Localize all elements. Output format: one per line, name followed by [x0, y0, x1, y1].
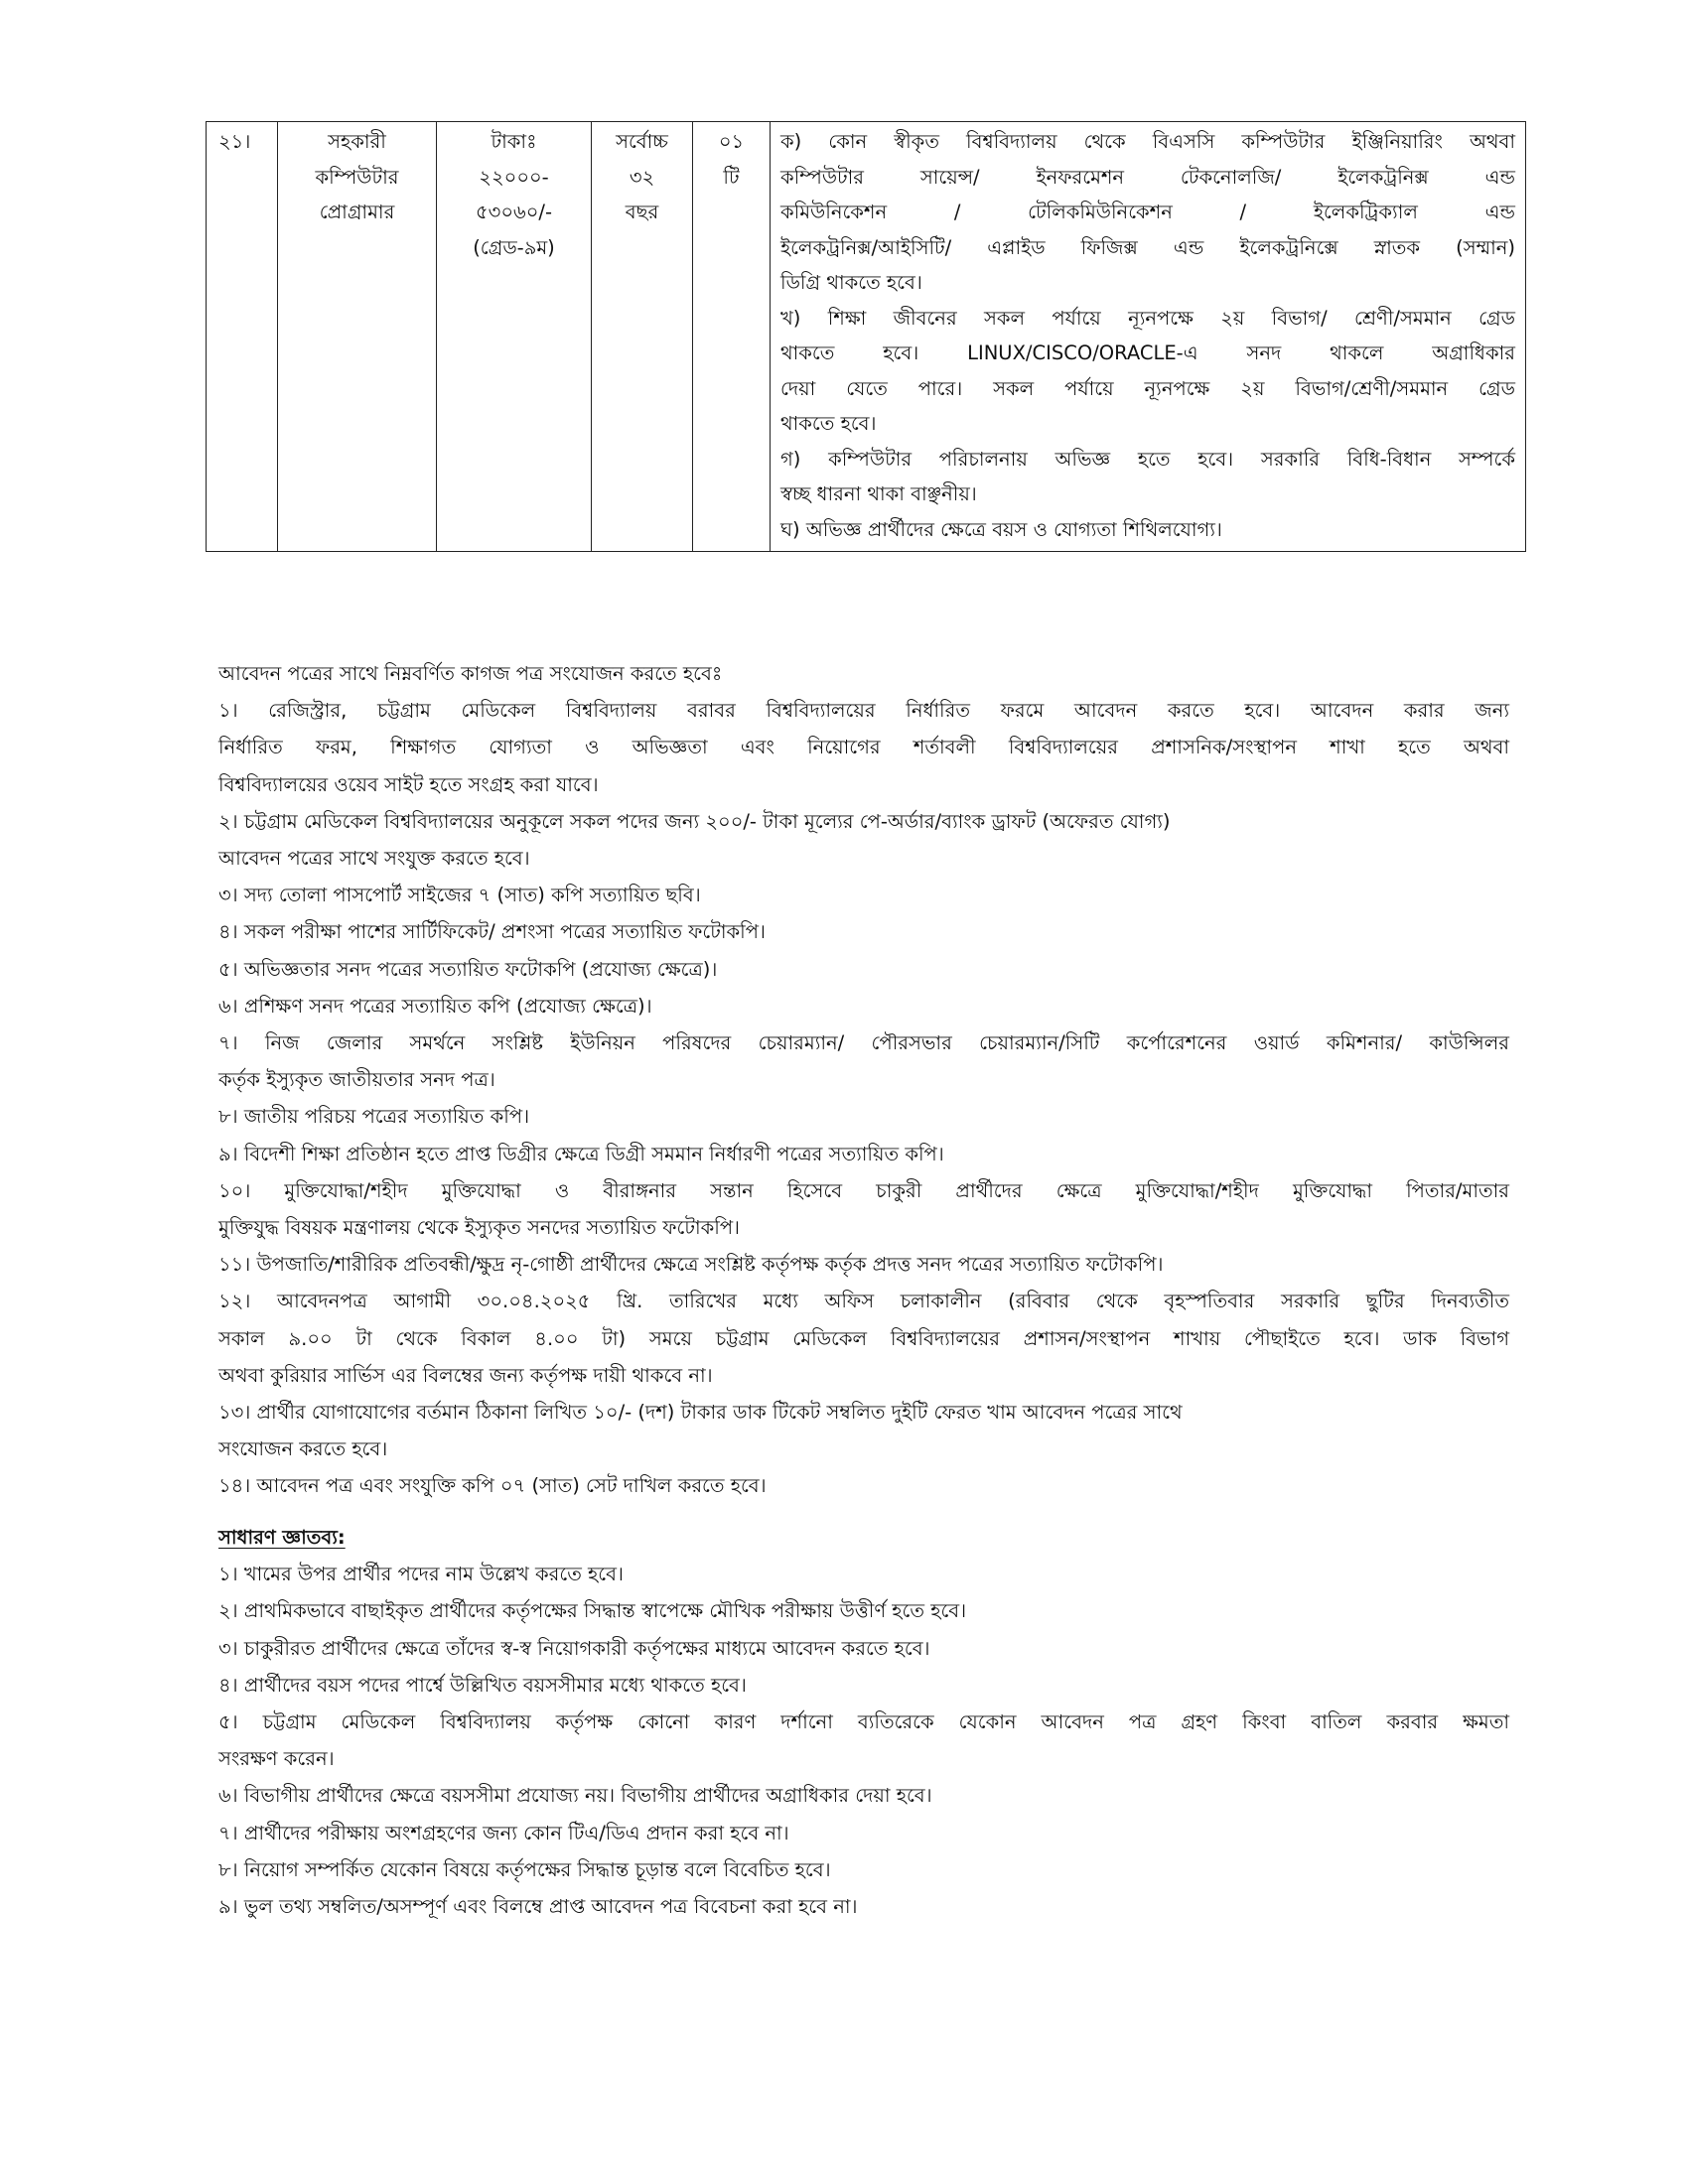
- qualification-line: কম্পিউটার সায়েন্স/ ইনফরমেশন টেকনোলজি/ ইলেকট্রনিক্স এন্ড: [780, 165, 1515, 189]
- general-line: ৯। ভুল তথ্য সম্বলিত/অসম্পূর্ণ এবং বিলম্বে প্রাপ্ত আবেদন পত্র বিবেচনা করা হবে না।: [218, 1895, 858, 1919]
- pay-scale-line: টাকাঃ: [491, 130, 537, 153]
- general-line: সংরক্ষণ করেন।: [218, 1747, 335, 1771]
- serial-number: ২১।: [218, 130, 251, 153]
- requirement-line: ১৪। আবেদন পত্র এবং সংযুক্তি কপি ০৭ (সাত) সেট দাখিল করতে হবে।: [218, 1474, 767, 1498]
- requirement-line: কর্তৃক ইস্যুকৃত জাতীয়তার সনদ পত্র।: [218, 1068, 495, 1092]
- requirement-line: মুক্তিযুদ্ধ বিষয়ক মন্ত্রণালয় থেকে ইস্যুকৃত সনদের সত্যায়িত ফটোকপি।: [218, 1216, 741, 1240]
- requirement-line: ৫। অভিজ্ঞতার সনদ পত্রের সত্যায়িত ফটোকপি (প্রযোজ্য ক্ষেত্রে)।: [218, 957, 718, 981]
- general-information: [218, 1519, 1509, 1925]
- table-row: [207, 122, 1526, 552]
- pay-scale-cell: [437, 122, 592, 552]
- serial-cell: [207, 122, 278, 552]
- post-count-line: ০১: [718, 130, 745, 153]
- pay-scale-line: ২২০০০-: [479, 165, 549, 189]
- post-count-line: টি: [723, 165, 740, 189]
- qualification-line: থাকতে হবে।: [780, 412, 877, 435]
- general-heading-line: [218, 1519, 1509, 1556]
- qualification-line: থাকতে হবে। LINUX/CISCO/ORACLE-এ সনদ থাকলে অগ্রাধিকার: [780, 341, 1515, 364]
- requirement-line: ৪। সকল পরীক্ষা পাশের সার্টিফিকেট/ প্রশংসা পত্রের সত্যায়িত ফটোকপি।: [218, 920, 766, 944]
- qualification-line: ক) কোন স্বীকৃত বিশ্ববিদ্যালয় থেকে বিএসসি কম্পিউটার ইঞ্জিনিয়ারিং অথবা: [780, 130, 1515, 153]
- qualification-line: ইলেকট্রনিক্স/আইসিটি/ এপ্লাইড ফিজিক্স এন্ড ইলেকট্রনিক্সে স্নাতক (সম্মান): [780, 235, 1515, 259]
- requirement-line: আবেদন পত্রের সাথে সংযুক্ত করতে হবে।: [218, 847, 530, 871]
- qualification-line: কমিউনিকেশন / টেলিকমিউনিকেশন / ইলেকট্রিক্যাল এন্ড: [780, 201, 1515, 223]
- qualification-line: ঘ) অভিজ্ঞ প্রার্থীদের ক্ষেত্রে বয়স ও যোগ্যতা শিথিলযোগ্য।: [780, 517, 1222, 541]
- pay-scale-line: ৫৩০৬০/-: [476, 201, 552, 223]
- requirement-line: অথবা কুরিয়ার সার্ভিস এর বিলম্বের জন্য কর্তৃপক্ষ দায়ী থাকবে না।: [218, 1363, 713, 1387]
- age-limit-line: ৩২: [629, 165, 655, 189]
- qualification-line: খ) শিক্ষা জীবনের সকল পর্যায়ে ন্যূনপক্ষে ২য় বিভাগ/ শ্রেণী/সমমান গ্রেড: [780, 306, 1515, 330]
- post-count-cell: [693, 122, 771, 552]
- general-line: ৬। বিভাগীয় প্রার্থীদের ক্ষেত্রে বয়সসীমা প্রযোজ্য নয়। বিভাগীয় প্রার্থীদের অগ্রাধিকার দেয়া হবে।: [218, 1784, 932, 1808]
- post-name-line: কম্পিউটার: [315, 165, 399, 189]
- general-line: ১। খামের উপর প্রার্থীর পদের নাম উল্লেখ করতে হবে।: [218, 1563, 624, 1586]
- age-limit-line: সর্বোচ্চ: [616, 130, 668, 153]
- requirement-line: সকাল ৯.০০ টা থেকে বিকাল ৪.০০ টা) সময়ে চট্টগ্রাম মেডিকেল বিশ্ববিদ্যালয়ের প্রশাসন/সংস্থাপন শাখায় পৌছাইতে হবে। ডাক বিভাগ: [218, 1326, 1509, 1350]
- qualification-cell: [771, 122, 1526, 552]
- requirement-line: ৮। জাতীয় পরিচয় পত্রের সত্যায়িত কপি।: [218, 1105, 530, 1129]
- qualification-line: গ) কম্পিউটার পরিচালনায় অভিজ্ঞ হতে হবে। সরকারি বিধি-বিধান সম্পর্কে: [780, 447, 1515, 471]
- general-heading: সাধারণ জ্ঞাতব্য:: [218, 1526, 346, 1549]
- requirement-line: ৩। সদ্য তোলা পাসপোর্ট সাইজের ৭ (সাত) কপি সত্যায়িত ছবি।: [218, 884, 701, 907]
- requirement-line: ১। রেজিস্ট্রার, চট্টগ্রাম মেডিকেল বিশ্ববিদ্যালয় বরাবর বিশ্ববিদ্যালয়ের নির্ধারিত ফরমে আবেদন করতে হবে। আবেদন করার জন্য: [218, 699, 1509, 723]
- application-requirements: [218, 655, 1509, 1505]
- post-name-line: সহকারী: [328, 130, 386, 153]
- post-table: [206, 121, 1526, 552]
- requirement-line: বিশ্ববিদ্যালয়ের ওয়েব সাইট হতে সংগ্রহ করা যাবে।: [218, 772, 599, 796]
- qualification-line: ডিগ্রি থাকতে হবে।: [780, 271, 922, 294]
- general-line: ৫। চট্টগ্রাম মেডিকেল বিশ্ববিদ্যালয় কর্তৃপক্ষ কোনো কারণ দর্শানো ব্যতিরেকে যেকোন আবেদন পত্র গ্রহণ কিংবা বাতিল করবার ক্ষমতা: [218, 1710, 1509, 1734]
- qualification-line: দেয়া যেতে পারে। সকল পর্যায়ে ন্যূনপক্ষে ২য় বিভাগ/শ্রেণী/সমমান গ্রেড: [780, 376, 1515, 400]
- age-limit-line: বছর: [625, 201, 659, 223]
- requirement-line: ৭। নিজ জেলার সমর্থনে সংশ্লিষ্ট ইউনিয়ন পরিষদের চেয়ারম্যান/ পৌরসভার চেয়ারম্যান/সিটি কর্পোরেশনের ওয়ার্ড কমিশনার/ কাউন্সিলর: [218, 1031, 1509, 1055]
- requirement-line: ১২। আবেদনপত্র আগামী ৩০.০৪.২০২৫ খ্রি. তারিখের মধ্যে অফিস চলাকালীন (রবিবার থেকে বৃহস্পতিবার সরকারি ছুটির দিনব্যতীত: [218, 1290, 1509, 1313]
- requirements-heading: আবেদন পত্রের সাথে নিম্নবর্ণিত কাগজ পত্র সংযোজন করতে হবেঃ: [218, 662, 723, 685]
- requirement-line: নির্ধারিত ফরম, শিক্ষাগত যোগ্যতা ও অভিজ্ঞতা এবং নিয়োগের শর্তাবলী বিশ্ববিদ্যালয়ের প্রশাসনিক/সংস্থাপন শাখা হতে অথবা: [218, 736, 1509, 759]
- requirement-line: ২। চট্টগ্রাম মেডিকেল বিশ্ববিদ্যালয়ের অনুকূলে সকল পদের জন্য ২০০/- টাকা মূল্যের পে-অর্ডার/ব্যাংক ড্রাফট (অফেরত যোগ্য): [218, 809, 1171, 833]
- general-line: ৮। নিয়োগ সম্পর্কিত যেকোন বিষয়ে কর্তৃপক্ষের সিদ্ধান্ত চূড়ান্ত বলে বিবেচিত হবে।: [218, 1857, 831, 1881]
- general-line: ৩। চাকুরীরত প্রার্থীদের ক্ষেত্রে তাঁদের স্ব-স্ব নিয়োগকারী কর্তৃপক্ষের মাধ্যমে আবেদন করতে হবে।: [218, 1636, 930, 1660]
- qualification-line: স্বচ্ছ ধারনা থাকা বাঞ্ছনীয়।: [780, 482, 977, 505]
- post-name-cell: [278, 122, 437, 552]
- age-limit-cell: [592, 122, 693, 552]
- pay-scale-line: (গ্রেড-৯ম): [473, 235, 555, 259]
- requirement-line: ৬। প্রশিক্ষণ সনদ পত্রের সত্যায়িত কপি (প্রযোজ্য ক্ষেত্রে)।: [218, 994, 652, 1018]
- requirement-line: ১০। মুক্তিযোদ্ধা/শহীদ মুক্তিযোদ্ধা ও বীরাঙ্গনার সন্তান হিসেবে চাকুরী প্রার্থীদের ক্ষেত্রে মুক্তিযোদ্ধা/শহীদ মুক্তিযোদ্ধা পিতার/মাতার: [218, 1178, 1509, 1202]
- requirement-line: ১৩। প্রার্থীর যোগাযোগের বর্তমান ঠিকানা লিখিত ১০/- (দশ) টাকার ডাক টিকেট সম্বলিত দুইটি ফেরত খাম আবেদন পত্রের সাথে: [218, 1401, 1183, 1425]
- general-line: ৪। প্রার্থীদের বয়স পদের পার্শ্বে উল্লিখিত বয়সসীমার মধ্যে থাকতে হবে।: [218, 1673, 747, 1697]
- post-name-line: প্রোগ্রামার: [319, 201, 395, 223]
- requirement-line: ১১। উপজাতি/শারীরিক প্রতিবন্ধী/ক্ষুদ্র নৃ-গোষ্ঠী প্রার্থীদের ক্ষেত্রে সংশ্লিষ্ট কর্তৃপক্ষ কর্তৃক প্রদত্ত সনদ পত্রের সত্যায়িত ফটোকপি।: [218, 1253, 1164, 1277]
- requirement-line: ৯। বিদেশী শিক্ষা প্রতিষ্ঠান হতে প্রাপ্ত ডিগ্রীর ক্ষেত্রে ডিগ্রী সমমান নির্ধারণী পত্রের সত্যায়িত কপি।: [218, 1142, 944, 1165]
- general-line: ৭। প্রার্থীদের পরীক্ষায় অংশগ্রহণের জন্য কোন টিএ/ডিএ প্রদান করা হবে না।: [218, 1821, 789, 1844]
- general-line: ২। প্রাথমিকভাবে বাছাইকৃত প্রার্থীদের কর্তৃপক্ষের সিদ্ধান্ত স্বাপেক্ষে মৌখিক পরীক্ষায় উত্তীর্ণ হতে হবে।: [218, 1599, 967, 1623]
- requirement-line: সংযোজন করতে হবে।: [218, 1437, 388, 1461]
